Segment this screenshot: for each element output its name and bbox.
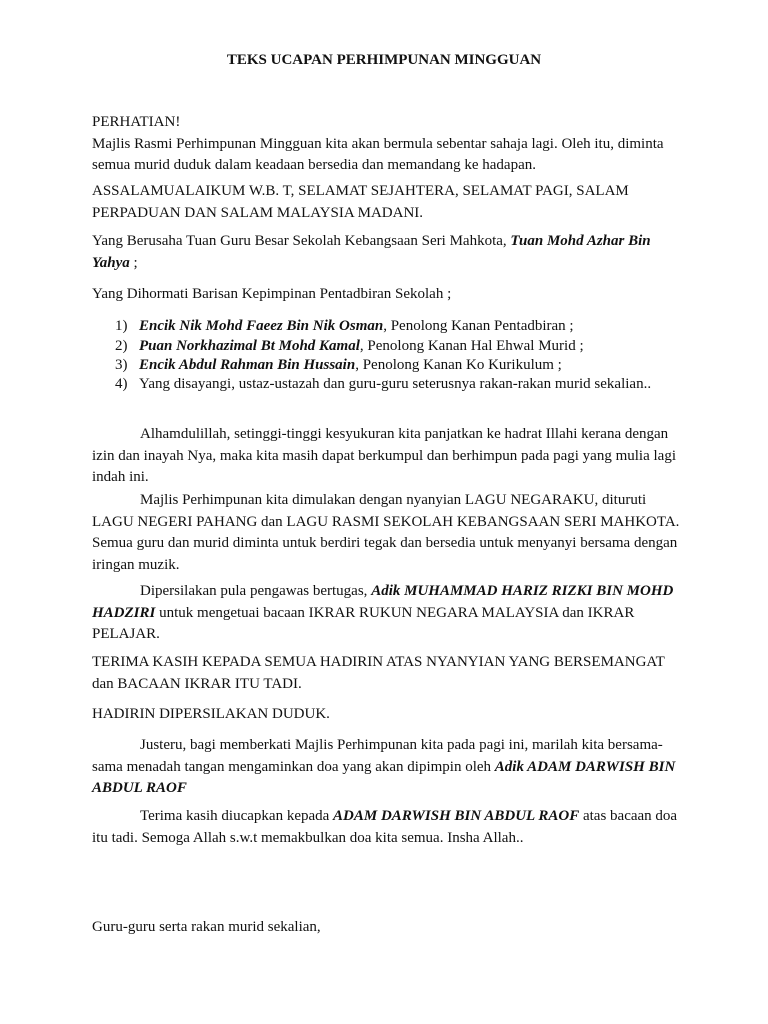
akhir-paragraph <box>92 917 704 939</box>
list-person-name: Encik Abdul Rahman Bin Hussain <box>139 357 356 373</box>
dihormati-text: Yang Dihormati Barisan Kepimpinan Pentadbiran Sekolah ; <box>92 286 452 302</box>
salam-paragraph <box>92 181 704 224</box>
alhamdulillah-paragraph <box>92 424 704 489</box>
ikrar-line-3: PELAJAR. <box>92 626 160 642</box>
list-item <box>115 355 715 376</box>
penutup-reader-name: ADAM DARWISH BIN ABDUL RAOF <box>333 808 580 824</box>
terima-kasih-line-2: dan BACAAN IKRAR ITU TADI. <box>92 675 302 692</box>
alhamdulillah-line-1: Alhamdulillah, setinggi-tinggi kesyukuran kita panjatkan ke hadrat Illahi kerana dengan <box>140 426 669 442</box>
guru-besar-suffix: ; <box>129 254 138 271</box>
doa-text: sama menadah tangan mengaminkan doa yang akan dipimpin oleh <box>92 758 495 775</box>
ikrar-paragraph <box>92 581 704 646</box>
list-number: 1) <box>115 318 128 334</box>
ikrar-intro: Dipersilakan pula pengawas bertugas, <box>140 583 372 599</box>
doa-reader-name-part-1: Adik ADAM DARWISH BIN <box>494 758 676 775</box>
doa-line-2 <box>92 757 704 779</box>
duduk-paragraph <box>92 704 704 726</box>
list-person-role: Yang disayangi, ustaz-ustazah dan guru-guru seterusnya rakan-rakan murid sekalian.. <box>139 376 652 392</box>
majlis-line-2: LAGU NEGERI PAHANG dan LAGU RASMI SEKOLAH KEBANGSAAN SERI MAHKOTA. <box>92 513 680 530</box>
guru-besar-intro: Yang Berusaha Tuan Guru Besar Sekolah Kebangsaan Seri Mahkota, <box>92 233 511 249</box>
doa-reader-name-part-2: ABDUL RAOF <box>92 780 187 796</box>
akhir-text: Guru-guru serta rakan murid sekalian, <box>92 919 321 935</box>
ikrar-line-1 <box>92 581 704 603</box>
list-person-role: , Penolong Kanan Ko Kurikulum ; <box>355 357 562 373</box>
penutup-line-1 <box>92 806 704 828</box>
alhamdulillah-line-2: izin dan inayah Nya, maka kita masih dapat berkumpul dan berhimpun pada pagi yang mulia lagi <box>92 447 676 464</box>
majlis-line-3: Semua guru dan murid diminta untuk berdiri tegak dan bersedia untuk menyanyi bersama dengan <box>92 535 678 551</box>
salam-line-1: ASSALAMUALAIKUM W.B. T, SELAMAT SEJAHTERA, SELAMAT PAGI, SALAM <box>92 183 629 199</box>
majlis-paragraph <box>92 490 704 576</box>
penutup-line-2: itu tadi. Semoga Allah s.w.t memakbulkan doa kita semua. Insha Allah.. <box>92 829 524 846</box>
list-person-name: Puan Norkhazimal Bt Mohd Kamal <box>139 338 360 354</box>
penutup-suffix: atas bacaan doa <box>579 808 678 824</box>
list-number: 3) <box>115 357 128 373</box>
list-item <box>115 374 715 395</box>
perhatian-heading: PERHATIAN! <box>92 114 181 130</box>
guru-besar-line-2 <box>92 253 704 275</box>
list-person-role: , Penolong Kanan Pentadbiran ; <box>383 318 574 334</box>
terima-kasih-paragraph <box>92 652 704 695</box>
salam-line-2: PERPADUAN DAN SALAM MALAYSIA MADANI. <box>92 204 424 221</box>
document-title: TEKS UCAPAN PERHIMPUNAN MINGGUAN <box>226 52 542 68</box>
terima-kasih-line-1: TERIMA KASIH KEPADA SEMUA HADIRIN ATAS NYANYIAN YANG BERSEMANGAT <box>92 654 665 670</box>
guru-besar-line-1 <box>92 231 704 253</box>
list-item <box>115 316 715 337</box>
perhatian-line-2: semua murid duduk dalam keadaan bersedia dan memandang ke hadapan. <box>92 157 537 173</box>
guru-besar-name-part-2: Yahya <box>92 254 130 271</box>
majlis-line-1: Majlis Perhimpunan kita dimulakan dengan nyanyian LAGU NEGARAKU, dituruti <box>140 492 647 508</box>
list-person-role: , Penolong Kanan Hal Ehwal Murid ; <box>359 338 584 354</box>
duduk-text: HADIRIN DIPERSILAKAN DUDUK. <box>92 706 330 722</box>
list-number: 4) <box>115 376 128 392</box>
list-item <box>115 336 715 357</box>
guru-besar-paragraph <box>92 231 704 274</box>
list-person-name: Encik Nik Mohd Faeez Bin Nik Osman <box>139 318 384 334</box>
ikrar-line-2 <box>92 603 704 625</box>
ikrar-pengawas-name-part-2: HADZIRI <box>92 604 156 621</box>
alhamdulillah-line-3: indah ini. <box>92 469 149 485</box>
ikrar-text: untuk mengetuai bacaan IKRAR RUKUN NEGARA MALAYSIA dan IKRAR <box>155 604 635 621</box>
perhatian-paragraph <box>92 112 704 177</box>
majlis-line-4: iringan muzik. <box>92 556 180 573</box>
guru-besar-name-part-1: Tuan Mohd Azhar Bin <box>510 233 651 249</box>
ikrar-pengawas-name-part-1: Adik MUHAMMAD HARIZ RIZKI BIN MOHD <box>371 583 674 599</box>
penutup-intro: Terima kasih diucapkan kepada <box>140 808 334 824</box>
penutup-paragraph <box>92 806 704 849</box>
dihormati-paragraph <box>92 284 704 306</box>
list-number: 2) <box>115 338 128 354</box>
perhatian-line-1: Majlis Rasmi Perhimpunan Mingguan kita akan bermula sebentar sahaja lagi. Oleh itu, diminta <box>92 135 664 152</box>
doa-line-1: Justeru, bagi memberkati Majlis Perhimpunan kita pada pagi ini, marilah kita bersama- <box>140 737 663 753</box>
doa-paragraph <box>92 735 704 800</box>
